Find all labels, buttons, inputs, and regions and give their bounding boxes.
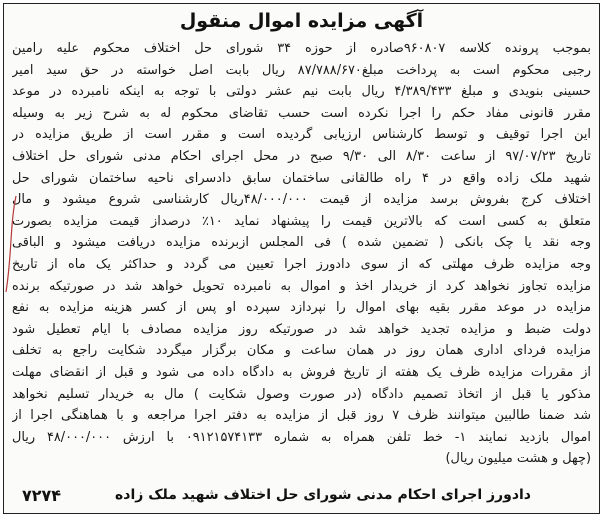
notice-line: حسینی بنویدی و مبلغ ۴/۳۸۹/۴۳۳ ریال بابت نیم عشر دولتی با توجه به اینکه نامبرده در موعد [12, 84, 591, 100]
notice-line: شد ضمنا طالبین میتوانند ظرف ۷ روز قبل از مزایده به دفتر اجرا مراجعه و با هماهنگی اجرا از [12, 408, 591, 424]
notice-line: مذکور یا قبل از اتخاذ تصمیم دادگاه (در صورت وصول شکایت ) مال به خریدار تسلیم نخواهد [12, 386, 591, 402]
notice-line: اموال بازدید نمایند ۱- خط تلفن همراه به شماره ۰۹۱۲۱۵۷۴۱۳۳ با ارزش ۴۸/۰۰۰/۰۰۰ ریال [12, 429, 591, 445]
notice-line: اختلاف کرج بفروش برسد مزایده از قیمت ۴۸/۰۰۰/۰۰۰ریال کارشناسی شروع میشود و مال [12, 192, 591, 208]
notice-line: (چهل و هشت میلیون ریال) [445, 451, 591, 467]
notice-line: از مقررات مزایده ظرف یک هفته از تاریخ فروش به دادگاه داده می شود و قبل از انقضای مهلت [12, 364, 591, 380]
notice-line: مزایده در موعد مقرر بقیه بهای اموال را نپردازد سپرده او پس از کسر هزینه مزایده به نفع [12, 300, 591, 316]
notice-line: مقرر قانونی مفاد حکم را اجرا نکرده است حسب تقاضای محکوم له به شرح زیر به وسیله [12, 105, 591, 121]
notice-line: تاریخ ۹۷/۰۷/۲۳ از ساعت ۸/۳۰ الی ۹/۳۰ صبح در محل اجرای احکام مدنی شورای حل اختلاف [12, 148, 591, 164]
notice-footer [12, 483, 591, 507]
notice-line: شهید ملک زاده واقع در ۴ راه طالقانی ساختمان سابق دادسرای ناحیه ساختمان شورای حل [12, 170, 591, 186]
notice-line: رجبی محکوم است به پرداخت مبلغ۸۷/۷۸۸/۶۷۰ ریال بابت اصل خواسته در حق سید امیر [12, 62, 591, 78]
notice-line: وجه نقد یا چک بانکی ( تضمین شده ) فی المجلس ازبرنده مزایده دریافت میشود و الباقی [12, 235, 591, 251]
notice-line: بموجب پرونده کلاسه ۹۶۰۸۰۷صادره از حوزه ۳۴ شورای حل اختلاف محکوم علیه رامین [12, 41, 591, 56]
signature-line: دادورز اجرای احکام مدنی شورای حل اختلاف شهید ملک زاده [115, 487, 531, 503]
notice-line: دولت ضبط و مزایده تجدید خواهد شد در صورتیکه روز مزایده مصادف با ایام تعطیل شود [12, 321, 591, 337]
notice-line: وجه مزایده ظرف مهلتی که از سوی دادورز اجرا تعیین می گردد و حداکثر یک ماه از تاریخ [12, 256, 591, 272]
notice-line: مزایده تجاوز نخواهد کرد از خریدار اخذ و اموال به نامبرده تحویل خواهد شد در صورتیکه برنده [12, 278, 591, 294]
notice-line: مزایده فردای اداری همان روز در همان ساعت و مکان برگزار میگردد شکایت راجع به تخلف [12, 343, 591, 359]
notice-code: ۷۲۷۴ [22, 485, 62, 505]
notice-body [12, 38, 591, 470]
notice-line: متعلق به کسی است که بالاترین قیمت را پیشنهاد نماید ۱۰٪ درصداز قیمت مزایده بصورت [12, 213, 591, 229]
pen-mark-icon [4, 194, 18, 294]
notice-line: این اجرا توقیف و توسط کارشناس ارزیابی گردیده است و مقرر است از طریق مزایده در [12, 127, 591, 143]
auction-notice [3, 3, 600, 514]
notice-title: آگهی مزایده اموال منقول [179, 10, 424, 32]
